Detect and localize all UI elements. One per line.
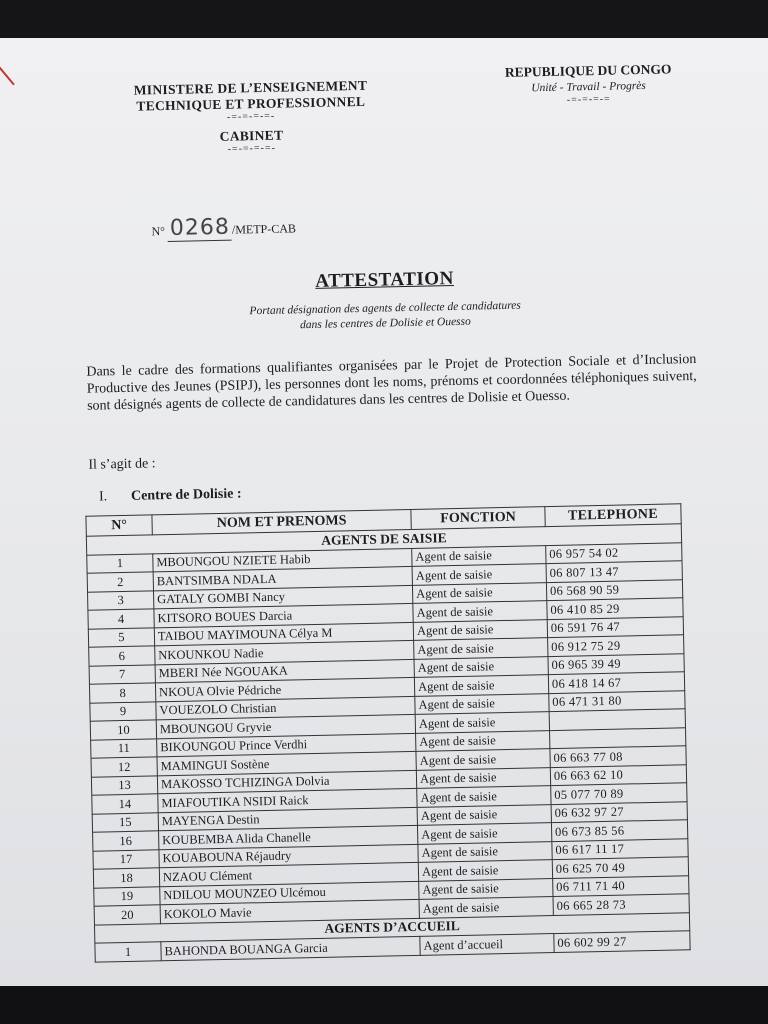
number-prefix: N° <box>151 224 166 239</box>
cell-phone: 06 471 31 80 <box>549 690 685 711</box>
cell-name: NKOUNKOU Nadie <box>155 640 414 664</box>
cell-number: 4 <box>88 609 154 629</box>
country-name: REPUBLIQUE DU CONGO <box>504 61 672 80</box>
cell-function: Agent de saisie <box>417 786 551 807</box>
cell-name: KOKOLO Mavie <box>160 899 419 923</box>
cell-number: 20 <box>94 905 160 925</box>
ministry-header <box>100 77 401 157</box>
header-decoration: -=-=-=-=- <box>226 110 276 123</box>
cell-phone: 06 663 77 08 <box>550 746 686 767</box>
cell-phone: 06 568 90 59 <box>546 579 682 600</box>
cell-function: Agent de saisie <box>413 582 547 603</box>
cell-name: NZAOU Clément <box>159 862 418 886</box>
country-header <box>488 61 689 107</box>
cell-name: MBOUNGOU NZIETE Habib <box>153 548 412 572</box>
cell-number: 18 <box>93 868 159 888</box>
section-title: Centre de Dolisie : <box>130 486 242 504</box>
cell-number: 1 <box>95 942 161 962</box>
cell-phone: 05 077 70 89 <box>551 783 687 804</box>
cell-function: Agent de saisie <box>417 804 551 825</box>
cell-number: 10 <box>90 720 156 740</box>
subtitle-line-2: dans les centres de Dolisie et Ouesso <box>299 315 471 332</box>
cell-phone: 06 625 70 49 <box>552 857 688 878</box>
cell-function: Agent de saisie <box>418 823 552 844</box>
cell-name: MAYENGA Destin <box>158 807 417 831</box>
cell-function: Agent de saisie <box>414 638 548 659</box>
cell-phone: 06 663 62 10 <box>550 764 686 785</box>
group-label: AGENTS DE SAISIE <box>86 524 681 555</box>
cell-name: KOUABOUNA Réjaudry <box>159 844 418 868</box>
cell-phone: 06 665 28 73 <box>553 894 689 915</box>
column-header-number: N° <box>86 515 152 536</box>
intro-paragraph: Dans le cadre des formations qualifiantes organisées par le Projet de Protection Sociale et d’Inclusion Productive des Jeunes (PSIPJ), les personnes dont les noms, prénoms et coordonnées téléphoniques suivent, sont désignés agents de collecte de candidatures dans les centres de Dolisie et Ouesso. <box>86 351 697 414</box>
cell-function: Agent de saisie <box>415 693 549 714</box>
cell-number: 15 <box>92 812 158 832</box>
cell-name: BIKOUNGOU Prince Verdhi <box>157 733 416 757</box>
document-page <box>0 38 768 988</box>
list-intro: Il s’agit de : <box>88 456 156 473</box>
cell-name: MAKOSSO TCHIZINGA Dolvia <box>157 770 416 794</box>
cell-name: BAHONDA BOUANGA Garcia <box>161 936 420 960</box>
document-subtitle <box>75 295 695 338</box>
cabinet-decoration: -=-=-=-=- <box>227 142 276 155</box>
cell-phone: 06 617 11 17 <box>552 838 688 859</box>
section-number: I. <box>98 489 108 505</box>
cell-function: Agent de saisie <box>418 860 552 881</box>
cell-number: 9 <box>90 701 156 721</box>
cell-phone: 06 965 39 49 <box>548 653 684 674</box>
document-number <box>151 213 296 242</box>
cell-phone: 06 807 13 47 <box>546 561 682 582</box>
cell-number: 1 <box>87 553 153 573</box>
red-pen-mark <box>0 63 15 86</box>
group-label: AGENTS D’ACCUEIL <box>94 912 689 943</box>
cell-number: 3 <box>88 590 154 610</box>
ministry-line-2: TECHNIQUE ET PROFESSIONNEL <box>136 93 366 114</box>
cabinet-label: CABINET <box>219 127 284 144</box>
subtitle-line-1: Portant désignation des agents de collecte de candidatures <box>249 299 521 318</box>
cell-name: MBERI Née NGOUAKA <box>155 659 414 683</box>
cell-number: 11 <box>91 738 157 758</box>
cell-function: Agent de saisie <box>416 767 550 788</box>
cell-name: BANTSIMBA NDALA <box>153 566 412 590</box>
cell-function: Agent de saisie <box>416 730 550 751</box>
cell-number: 2 <box>87 572 153 592</box>
cell-name: MBOUNGOU Gryvie <box>156 714 415 738</box>
column-header-name: NOM ET PRENOMS <box>152 509 411 534</box>
cell-function: Agent de saisie <box>419 878 553 899</box>
cell-function: Agent de saisie <box>418 841 552 862</box>
cell-name: KITSORO BOUES Darcia <box>154 603 413 627</box>
cell-function: Agent de saisie <box>413 601 547 622</box>
section-heading <box>99 487 242 506</box>
cell-phone: 06 632 97 27 <box>551 801 687 822</box>
cell-phone: 06 591 76 47 <box>547 616 683 637</box>
cell-name: NKOUA Olvie Pédriche <box>155 677 414 701</box>
cell-number: 17 <box>93 849 159 869</box>
cell-number: 14 <box>92 794 158 814</box>
cell-phone: 06 957 54 02 <box>546 542 682 563</box>
cell-phone: 06 418 14 67 <box>548 672 684 693</box>
cell-number: 8 <box>89 683 155 703</box>
cell-number: 5 <box>88 627 154 647</box>
ministry-line-1: MINISTERE DE L’ENSEIGNEMENT <box>133 77 368 98</box>
country-decoration: -=-=-=-= <box>566 93 611 106</box>
cell-function: Agent de saisie <box>416 749 550 770</box>
cell-number: 7 <box>89 664 155 684</box>
table-body <box>86 524 690 962</box>
number-suffix: /METP-CAB <box>231 221 297 237</box>
document-content <box>70 53 697 959</box>
agents-table <box>85 503 690 962</box>
cell-function: Agent d’accueil <box>420 934 554 955</box>
cell-function: Agent de saisie <box>415 712 549 733</box>
country-motto: Unité - Travail - Progrès <box>531 79 646 95</box>
document-title: ATTESTATION <box>315 268 455 292</box>
cell-phone: 06 673 85 56 <box>551 820 687 841</box>
cell-name: VOUEZOLO Christian <box>156 696 415 720</box>
cell-name: GATALY GOMBI Nancy <box>153 585 412 609</box>
cell-name: KOUBEMBA Alida Chanelle <box>158 825 417 849</box>
number-value: 0268 <box>168 215 233 242</box>
cell-phone: 06 602 99 27 <box>554 931 690 952</box>
column-header-phone: TELEPHONE <box>545 504 681 527</box>
cell-phone: 06 912 75 29 <box>547 635 683 656</box>
photo-bottom-background <box>0 986 768 1024</box>
cell-name: TAIBOU MAYIMOUNA Célya M <box>154 622 413 646</box>
cell-number: 6 <box>89 646 155 666</box>
cell-function: Agent de saisie <box>414 675 548 696</box>
cell-phone: 06 711 71 40 <box>553 875 689 896</box>
cell-number: 16 <box>93 831 159 851</box>
cell-number: 12 <box>91 757 157 777</box>
cell-function: Agent de saisie <box>412 545 546 566</box>
cell-function: Agent de saisie <box>414 656 548 677</box>
cell-number: 19 <box>94 886 160 906</box>
cell-name: MAMINGUI Sostène <box>157 751 416 775</box>
cell-number: 13 <box>91 775 157 795</box>
cell-name: MIAFOUTIKA NSIDI Raick <box>158 788 417 812</box>
cell-function: Agent de saisie <box>413 619 547 640</box>
column-header-function: FONCTION <box>411 507 545 530</box>
cell-phone: 06 410 85 29 <box>547 598 683 619</box>
cell-name: NDILOU MOUNZEO Ulcémou <box>160 881 419 905</box>
photo-top-background <box>0 0 768 40</box>
cell-function: Agent de saisie <box>419 897 553 918</box>
cell-function: Agent de saisie <box>412 564 546 585</box>
